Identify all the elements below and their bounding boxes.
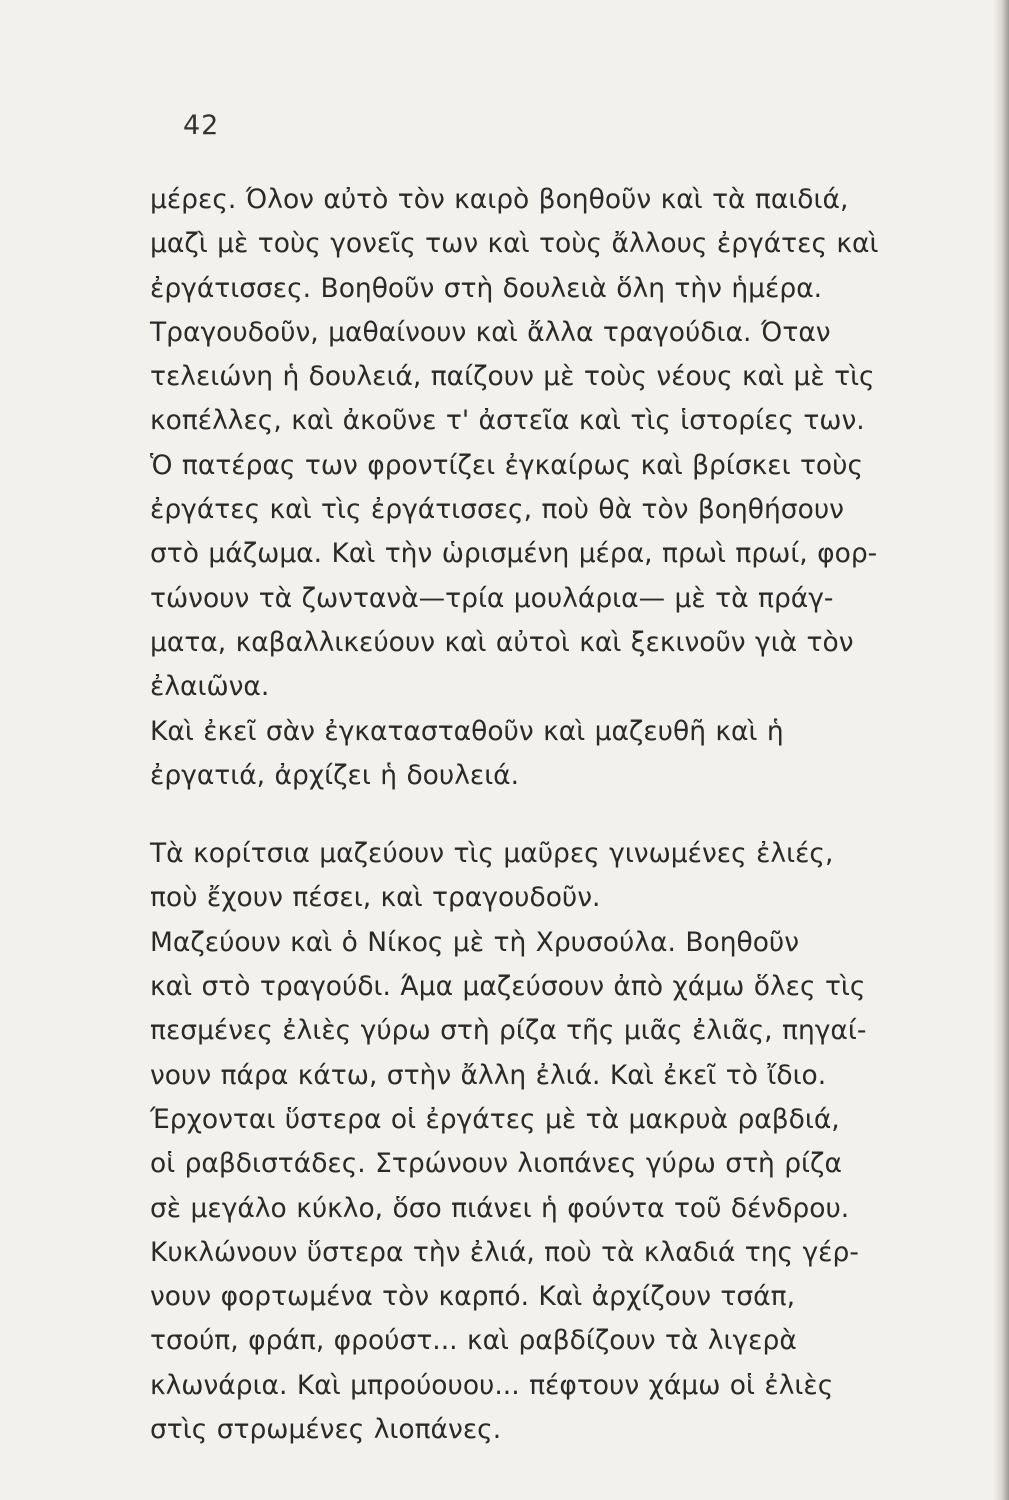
text-line: τσούπ, φράπ, φρούστ... καὶ ραβδίζουν τὰ λιγερὰ	[150, 1325, 797, 1357]
text-line: ἐργάτες καὶ τὶς ἐργάτισσες, ποὺ θὰ τὸν βοηθήσουν	[150, 494, 844, 526]
text-line: οἱ ραβδιστάδες. Στρώνουν λιοπάνες γύρω στὴ ρίζα	[150, 1148, 842, 1180]
text-line: σὲ μεγάλο κύκλο, ὅσο πιάνει ἡ φούντα τοῦ δένδρου.	[150, 1192, 850, 1224]
text-line: ποὺ ἔχουν πέσει, καὶ τραγουδοῦν.	[150, 882, 601, 914]
text-line: Ὁ πατέρας των φροντίζει ἐγκαίρως καὶ βρίσκει τοὺς	[150, 449, 864, 481]
text-line: Κυκλώνουν ὕστερα τὴν ἐλιά, ποὺ τὰ κλαδιά της γέρ-	[150, 1236, 859, 1268]
text-line: μαζὶ μὲ τοὺς γονεῖς των καὶ τοὺς ἄλλους ἐργάτες καὶ	[150, 228, 879, 260]
page-number: 42	[183, 110, 220, 141]
text-line: ματα, καβαλλικεύουν καὶ αὐτοὶ καὶ ξεκινοῦν γιὰ τὸν	[150, 626, 854, 658]
text-line: κοπέλλες, καὶ ἀκοῦνε τ' ἀστεῖα καὶ τὶς ἱστορίες των.	[150, 405, 865, 437]
text-line: μέρες. Όλον αὐτὸ τὸν καιρὸ βοηθοῦν καὶ τὰ παιδιά,	[150, 184, 849, 215]
text-line: Μαζεύουν καὶ ὁ Νίκος μὲ τὴ Χρυσούλα. Βοηθοῦν	[150, 926, 800, 958]
text-line: ἐργάτισσες. Βοηθοῦν στὴ δουλειὰ ὅλη τὴν ἡμέρα.	[150, 272, 823, 304]
text-line: νουν πάρα κάτω, στὴν ἄλλη ἐλιά. Καὶ ἐκεῖ τὸ ἴδιο.	[150, 1059, 827, 1091]
paragraph-gap	[150, 798, 940, 832]
text-line: Τὰ κορίτσια μαζεύουν τὶς μαῦρες γινωμένες ἐλιές,	[150, 838, 834, 870]
text-line: κλωνάρια. Καὶ μπρούουου... πέφτουν χάμω οἱ ἐλιὲς	[150, 1369, 834, 1401]
text-line: στὸ μάζωμα. Καὶ τὴν ὡρισμένη μέρα, πρωὶ πρωί, φορ-	[150, 538, 878, 570]
text-line: Καὶ ἐκεῖ σὰν ἐγκατασταθοῦν καὶ μαζευθῆ καὶ ἡ	[150, 715, 784, 747]
page-text	[150, 178, 940, 1452]
page-edge-shadow	[993, 0, 1009, 1500]
text-line: Τραγουδοῦν, μαθαίνουν καὶ ἄλλα τραγούδια. Όταν	[150, 316, 831, 348]
text-line: πεσμένες ἐλιὲς γύρω στὴ ρίζα τῆς μιᾶς ἐλιᾶς, πηγαί-	[150, 1015, 867, 1047]
text-line: ἐλαιῶνα.	[150, 671, 270, 703]
text-line: τώνουν τὰ ζωντανὰ—τρία μουλάρια— μὲ τὰ πράγ-	[150, 582, 834, 614]
text-line: Έρχονται ὕστερα οἱ ἐργάτες μὲ τὰ μακρυὰ ραβδιά,	[150, 1103, 840, 1135]
text-line: στὶς στρωμένες λιοπάνες.	[150, 1414, 502, 1446]
text-line: καὶ στὸ τραγούδι. Άμα μαζεύσουν ἀπὸ χάμω ὅλες τὶς	[150, 971, 866, 1003]
text-line: ἐργατιά, ἀρχίζει ἡ δουλειά.	[150, 759, 520, 791]
text-line: τελειώνη ἡ δουλειά, παίζουν μὲ τοὺς νέους καὶ μὲ τὶς	[150, 361, 875, 393]
text-line: νουν φορτωμένα τὸν καρπό. Καὶ ἀρχίζουν τσάπ,	[150, 1281, 796, 1313]
